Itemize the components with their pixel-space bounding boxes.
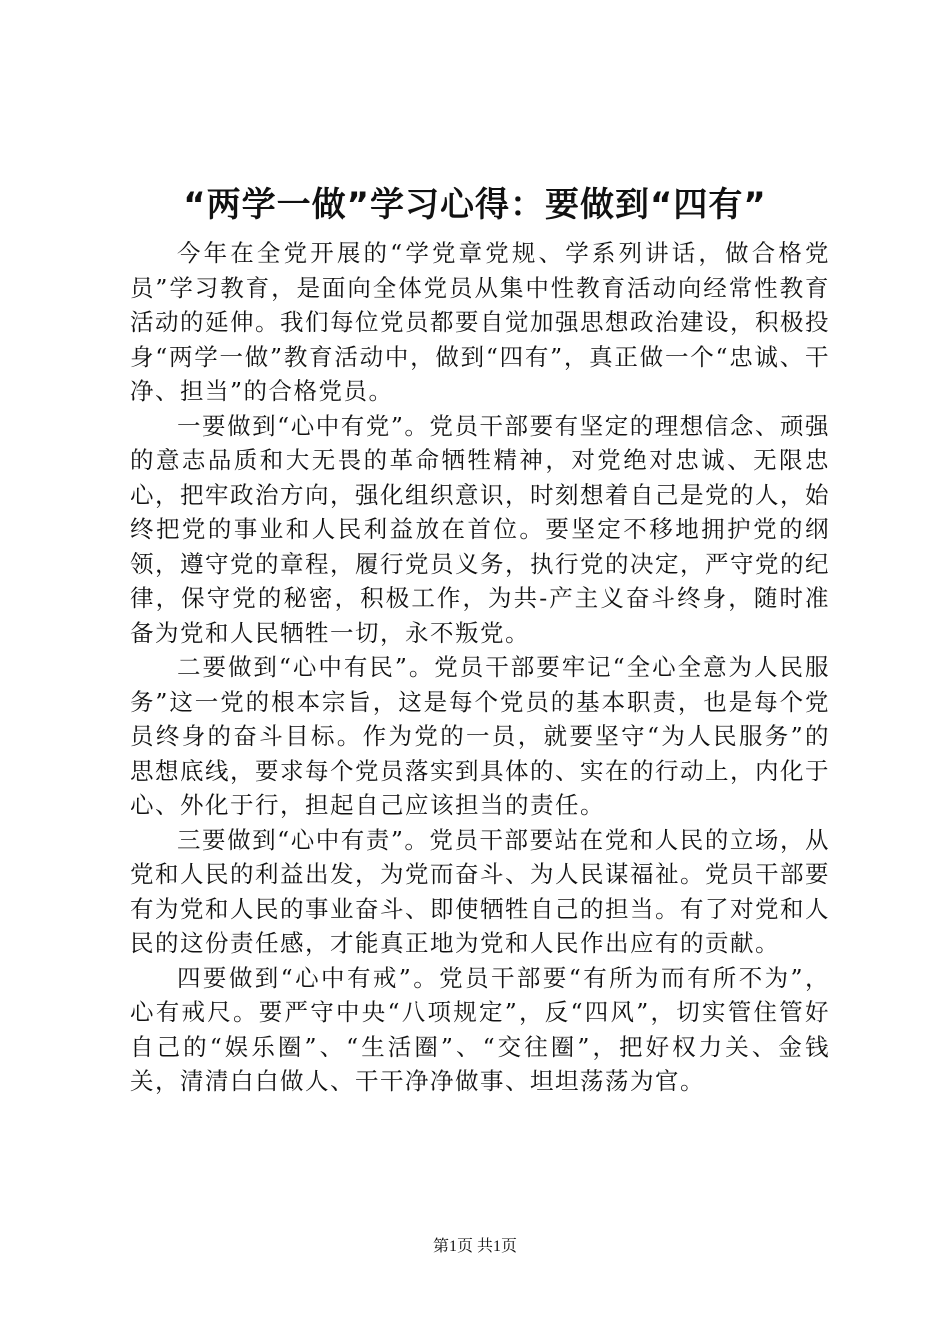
document-body [130, 236, 830, 1099]
paragraph-heart-people: 二要做到“心中有民”。党员干部要牢记“全心全意为人民服务”这一党的根本宗旨，这是每个党员的基本职责，也是每个党员终身的奋斗目标。作为党的一员，就要坚守“为人民服务”的思想底线，要求每个党员落实到具体的、实在的行动上，内化于心、外化于行，担起自己应该担当的责任。 [130, 653, 830, 819]
paragraph-intro: 今年在全党开展的“学党章党规、学系列讲话，做合格党员”学习教育，是面向全体党员从集中性教育活动向经常性教育活动的延伸。我们每位党员都要自觉加强思想政治建设，积极投身“两学一做”教育活动中，做到“四有”，真正做一个“忠诚、干净、担当”的合格党员。 [130, 239, 830, 405]
paragraph-heart-discipline: 四要做到“心中有戒”。党员干部要“有所为而有所不为”，心有戒尺。要严守中央“八项规定”，反“四风”，切实管住管好自己的“娱乐圈”、“生活圈”、“交往圈”，把好权力关、金钱关，清清白白做人、干干净净做事、坦坦荡荡为官。 [130, 963, 830, 1095]
page-footer: 第1页 共1页 [432, 1238, 517, 1255]
document-title: “两学一做”学习心得：要做到“四有” [183, 185, 767, 225]
paragraph-heart-responsibility: 三要做到“心中有责”。党员干部要站在党和人民的立场，从党和人民的利益出发，为党而奋斗、为人民谋福祉。党员干部要有为党和人民的事业奋斗、即使牺牲自己的担当。有了对党和人民的这份责任感，才能真正地为党和人民作出应有的贡献。 [130, 825, 830, 957]
paragraph-heart-party: 一要做到“心中有党”。党员干部要有坚定的理想信念、顽强的意志品质和大无畏的革命牺牲精神，对党绝对忠诚、无限忠心，把牢政治方向，强化组织意识，时刻想着自己是党的人，始终把党的事业和人民利益放在首位。要坚定不移地拥护党的纲领，遵守党的章程，履行党员义务，执行党的决定，严守党的纪律，保守党的秘密，积极工作，为共-产主义奋斗终身，随时准备为党和人民牺牲一切，永不叛党。 [130, 411, 830, 647]
